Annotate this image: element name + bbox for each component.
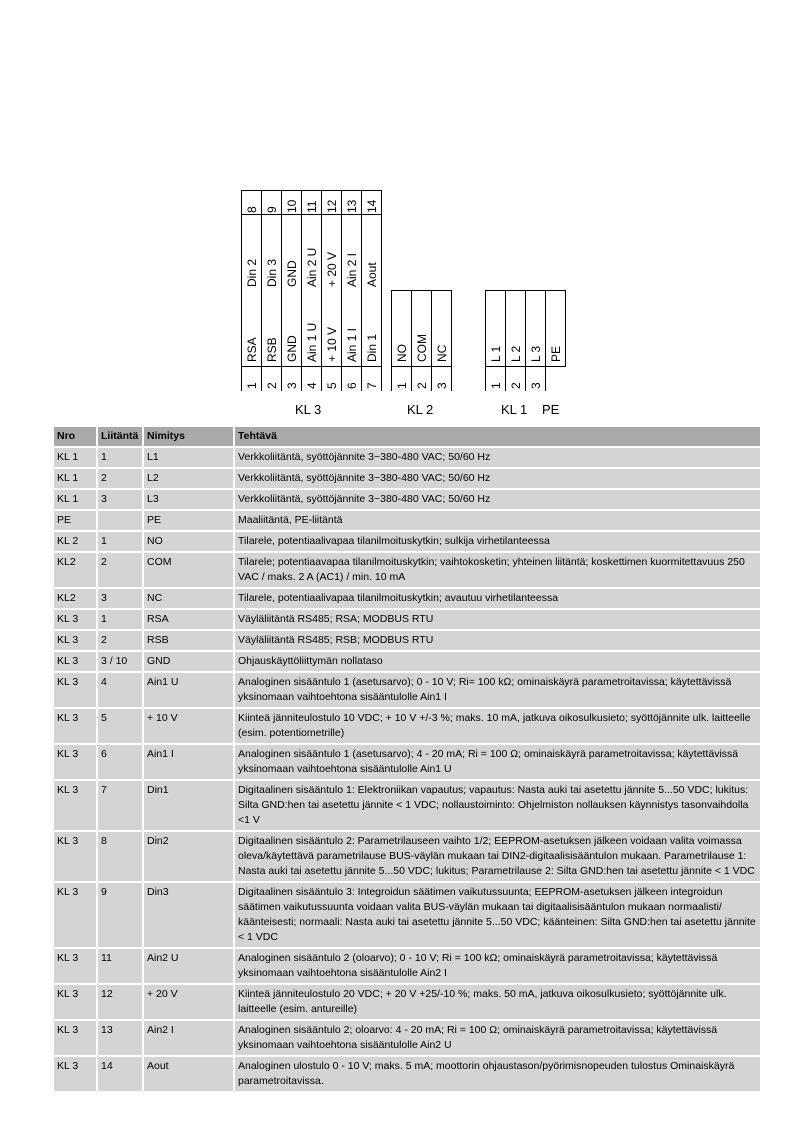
table-row [54, 448, 760, 469]
cell-tehtava: Verkkoliitäntä, syöttöjännite 3~380-480 VAC; 50/60 Hz [235, 469, 760, 490]
terminal-number: 2 [264, 382, 279, 389]
terminal-kl3-column [302, 190, 322, 391]
cell-tehtava: Analoginen sisääntulo 1 (asetusarvo); 4 - 20 mA; Ri = 100 Ω; ominaiskäyrä parametroitavissa; käytettävissä yksinomaan vaihtoehtona sisääntulolle Ain1 U [235, 745, 760, 781]
cell-nimitys: L3 [144, 490, 235, 511]
cell-liitanta: 9 [98, 883, 144, 949]
table-header-row [54, 427, 760, 448]
terminal-name: RSB [264, 337, 279, 362]
cell-tehtava: Väyläliitäntä RS485; RSB; MODBUS RTU [235, 631, 760, 652]
cell-nimitys: + 20 V [144, 985, 235, 1021]
terminal-name: NC [434, 344, 449, 362]
cell-tehtava: Digitaalinen sisääntulo 3: Integroidun säätimen vaikutussuunta; EEPROM-asetuksen jälkeen integroidun säätimen vaikutussuunta voidaan valita BUS-väylän mukaan tai digitaalisisääntulon mukaan normaalisti/ käänteisesti; normaali: Nasta auki tai asetettu jännite 5...50 VDC; käänteinen: Silta GND:hen tai asetettu jännite < 1 VDC [235, 883, 760, 949]
cell-liitanta: 2 [98, 469, 144, 490]
terminal-strip-kl3-label: KL 3 [295, 402, 322, 417]
cell-nro: KL 3 [54, 949, 98, 985]
cell-liitanta: 3 / 10 [98, 652, 144, 673]
table-row [54, 949, 760, 985]
cell-tehtava: Analoginen ulostulo 0 - 10 V; maks. 5 mA; moottorin ohjaustason/pyörimisnopeuden tulostus Ominaiskäyrä parametroitavissa. [235, 1057, 760, 1093]
terminal-number: 2 [508, 382, 523, 389]
terminal-pe-label: PE [542, 402, 560, 417]
cell-nro: KL 3 [54, 673, 98, 709]
cell-liitanta: 6 [98, 745, 144, 781]
cell-nimitys: COM [144, 553, 235, 589]
table-row [54, 589, 760, 610]
terminal-name: PE [548, 345, 563, 362]
cell-nro: KL 3 [54, 985, 98, 1021]
cell-liitanta: 2 [98, 631, 144, 652]
terminal-kl3-column [262, 190, 282, 391]
terminal-number: 13 [344, 199, 359, 213]
terminal-number: 4 [304, 382, 319, 389]
terminal-number: 12 [324, 199, 339, 213]
table-row [54, 1021, 760, 1057]
terminal-number: 11 [304, 200, 319, 213]
terminal-number: 1 [488, 382, 503, 389]
table-row [54, 1057, 760, 1093]
cell-liitanta: 5 [98, 709, 144, 745]
cell-nro: KL 3 [54, 745, 98, 781]
cell-nro: KL 3 [54, 631, 98, 652]
cell-nimitys: Din2 [144, 832, 235, 883]
cell-liitanta: 14 [98, 1057, 144, 1093]
table-row [54, 532, 760, 553]
cell-tehtava: Ohjauskäyttöliittymän nollataso [235, 652, 760, 673]
table-row [54, 490, 760, 511]
terminal-number: 5 [324, 382, 339, 389]
cell-nimitys: NC [144, 589, 235, 610]
terminal-strip-kl1 [485, 290, 566, 391]
cell-nro: KL2 [54, 589, 98, 610]
table-row [54, 469, 760, 490]
cell-liitanta: 4 [98, 673, 144, 709]
cell-nro: KL 3 [54, 883, 98, 949]
table-row [54, 610, 760, 631]
table-row [54, 745, 760, 781]
table-row [54, 832, 760, 883]
terminal-kl1-column [485, 290, 506, 391]
cell-tehtava: Väyläliitäntä RS485; RSA; MODBUS RTU [235, 610, 760, 631]
terminal-strip-kl2 [391, 290, 452, 391]
terminal-kl3-column [362, 190, 382, 391]
cell-tehtava: Kiinteä jänniteulostulo 10 VDC; + 10 V +/-3 %; maks. 10 mA, jatkuva oikosulkusieto; syöttöjännite ulk. laitteelle (esim. potentiometrille) [235, 709, 760, 745]
terminal-strip-kl2-label: KL 2 [407, 402, 434, 417]
cell-nimitys: L2 [144, 469, 235, 490]
cell-nro: KL 3 [54, 709, 98, 745]
table-row [54, 985, 760, 1021]
terminal-name: Ain 2 U [304, 247, 319, 287]
terminal-kl3-column [322, 190, 342, 391]
terminal-number: 3 [528, 382, 543, 389]
cell-liitanta: 8 [98, 832, 144, 883]
cell-liitanta: 1 [98, 448, 144, 469]
cell-tehtava: Verkkoliitäntä, syöttöjännite 3~380-480 VAC; 50/60 Hz [235, 448, 760, 469]
terminal-number: 14 [364, 199, 379, 213]
cell-nimitys: RSA [144, 610, 235, 631]
cell-nimitys: + 10 V [144, 709, 235, 745]
terminal-name: Ain 1 U [304, 322, 319, 362]
cell-nro: PE [54, 511, 98, 532]
terminal-kl1-column [506, 290, 526, 391]
terminal-number: 2 [414, 382, 429, 389]
table-row [54, 511, 760, 532]
terminal-name: + 10 V [324, 326, 339, 362]
cell-liitanta: 13 [98, 1021, 144, 1057]
cell-tehtava: Analoginen sisääntulo 1 (asetusarvo); 0 - 10 V; Ri= 100 kΩ; ominaiskäyrä parametroitavissa; käytettävissä yksinomaan vaihtoehtona sisääntulolle Ain1 I [235, 673, 760, 709]
cell-tehtava: Digitaalinen sisääntulo 1: Elektroniikan vapautus; vapautus: Nasta auki tai asetettu jännite 5...50 VDC; lukitus: Silta GND:hen tai asetettu jännite < 1 VDC; nollaustoiminto: Ohjelmiston nollauksen käynnistys tasonvaihdolla <1 V [235, 781, 760, 832]
terminal-strip-kl3 [241, 190, 382, 391]
cell-liitanta: 1 [98, 532, 144, 553]
cell-liitanta [98, 511, 144, 532]
cell-nimitys: Din1 [144, 781, 235, 832]
terminal-name: L 1 [488, 345, 503, 362]
cell-liitanta: 3 [98, 490, 144, 511]
terminal-number: 8 [244, 206, 259, 213]
terminal-name: L 3 [528, 345, 543, 362]
cell-nro: KL 3 [54, 781, 98, 832]
header-nro: Nro [54, 427, 98, 448]
terminal-name: RSA [244, 337, 259, 362]
terminal-name: Ain 2 I [344, 252, 359, 287]
cell-nimitys: GND [144, 652, 235, 673]
terminal-number: 3 [434, 382, 449, 389]
terminal-number: 9 [264, 206, 279, 213]
table-row [54, 781, 760, 832]
table-row [54, 553, 760, 589]
cell-nimitys: NO [144, 532, 235, 553]
terminal-name: COM [414, 334, 429, 362]
header-tehtava: Tehtävä [235, 427, 760, 448]
terminal-name: Aout [364, 262, 379, 287]
terminal-number: 1 [394, 382, 409, 389]
terminal-name: + 20 V [324, 251, 339, 287]
cell-nro: KL 1 [54, 490, 98, 511]
cell-tehtava: Analoginen sisääntulo 2 (oloarvo); 0 - 10 V; Ri = 100 kΩ; ominaiskäyrä parametroitavissa; käytettävissä yksinomaan vaihtoehtona sisääntulolle Ain2 I [235, 949, 760, 985]
terminal-name: NO [394, 344, 409, 362]
cell-tehtava: Verkkoliitäntä, syöttöjännite 3~380-480 VAC; 50/60 Hz [235, 490, 760, 511]
terminal-kl1-column [526, 290, 546, 391]
terminal-name: Din 3 [264, 258, 279, 287]
cell-nimitys: Ain2 U [144, 949, 235, 985]
terminal-pe-column [546, 290, 566, 367]
terminal-number: 7 [364, 382, 379, 389]
cell-liitanta: 1 [98, 610, 144, 631]
cell-tehtava: Analoginen sisääntulo 2; oloarvo: 4 - 20 mA; Ri = 100 Ω; ominaiskäyrä parametroitavissa; käytettävissä yksinomaan vaihtoehtona sisääntulolle Ain2 U [235, 1021, 760, 1057]
cell-nro: KL 3 [54, 610, 98, 631]
terminal-kl2-column [412, 290, 432, 391]
cell-tehtava: Tilarele, potentiaalivapaa tilanilmoituskytkin; avautuu virhetilanteessa [235, 589, 760, 610]
cell-liitanta: 12 [98, 985, 144, 1021]
terminal-number: 3 [284, 382, 299, 389]
table-row [54, 652, 760, 673]
cell-nimitys: PE [144, 511, 235, 532]
terminal-name: L 2 [508, 345, 523, 362]
cell-liitanta: 7 [98, 781, 144, 832]
cell-nro: KL 3 [54, 1057, 98, 1093]
cell-nro: KL 3 [54, 832, 98, 883]
table-row [54, 673, 760, 709]
terminal-name: GND [284, 260, 299, 287]
terminal-strip-kl1-label: KL 1 [501, 402, 528, 417]
cell-tehtava: Digitaalinen sisääntulo 2: Parametrilauseen vaihto 1/2; EEPROM-asetuksen jälkeen voidaan valita voimassa oleva/käytettävä parametrilause BUS-väylän mukaan tai DIN2-digitaalisisääntulon mukaan. Parametrilause 1: Nasta auki tai asetettu jännite 5...50 VDC; lukitus; Parametrilause 2: Silta GND:hen tai asetettu jännite < 1 VDC [235, 832, 760, 883]
cell-nro: KL 3 [54, 652, 98, 673]
terminal-name: GND [284, 335, 299, 362]
cell-liitanta: 2 [98, 553, 144, 589]
cell-nimitys: L1 [144, 448, 235, 469]
terminal-kl3-column [342, 190, 362, 391]
cell-nimitys: Ain1 I [144, 745, 235, 781]
terminal-number: 10 [284, 199, 299, 213]
terminal-name: Din 1 [364, 333, 379, 362]
terminal-number: 1 [244, 382, 259, 389]
cell-tehtava: Tilarele, potentiaalivapaa tilanilmoituskytkin; sulkija virhetilanteessa [235, 532, 760, 553]
terminal-kl3-column [282, 190, 302, 391]
terminal-table [54, 427, 760, 1093]
cell-nro: KL 1 [54, 448, 98, 469]
cell-liitanta: 3 [98, 589, 144, 610]
terminal-kl2-column [432, 290, 452, 391]
cell-nro: KL 3 [54, 1021, 98, 1057]
cell-tehtava: Maaliitäntä, PE-liitäntä [235, 511, 760, 532]
table-row [54, 709, 760, 745]
terminal-kl2-column [391, 290, 412, 391]
header-nimitys: Nimitys [144, 427, 235, 448]
cell-nro: KL2 [54, 553, 98, 589]
cell-nimitys: Din3 [144, 883, 235, 949]
cell-nro: KL 1 [54, 469, 98, 490]
table-row [54, 883, 760, 949]
cell-nro: KL 2 [54, 532, 98, 553]
cell-tehtava: Tilarele; potentiaavapaa tilanilmoituskytkin; vaihtokosketin; yhteinen liitäntä; koskettimen kuormitettavuus 250 VAC / maks. 2 A (AC1) / min. 10 mA [235, 553, 760, 589]
header-liitanta: Liitäntä [98, 427, 144, 448]
table-row [54, 631, 760, 652]
terminal-name: Din 2 [244, 258, 259, 287]
cell-nimitys: Ain1 U [144, 673, 235, 709]
cell-nimitys: Aout [144, 1057, 235, 1093]
terminal-kl3-column [241, 190, 262, 391]
cell-liitanta: 11 [98, 949, 144, 985]
terminal-number: 6 [344, 382, 359, 389]
cell-nimitys: RSB [144, 631, 235, 652]
cell-tehtava: Kiinteä jänniteulostulo 20 VDC; + 20 V +25/-10 %; maks. 50 mA, jatkuva oikosulkusieto; syöttöjännite ulk. laitteelle (esim. antureille) [235, 985, 760, 1021]
terminal-name: Ain 1 I [344, 327, 359, 362]
cell-nimitys: Ain2 I [144, 1021, 235, 1057]
